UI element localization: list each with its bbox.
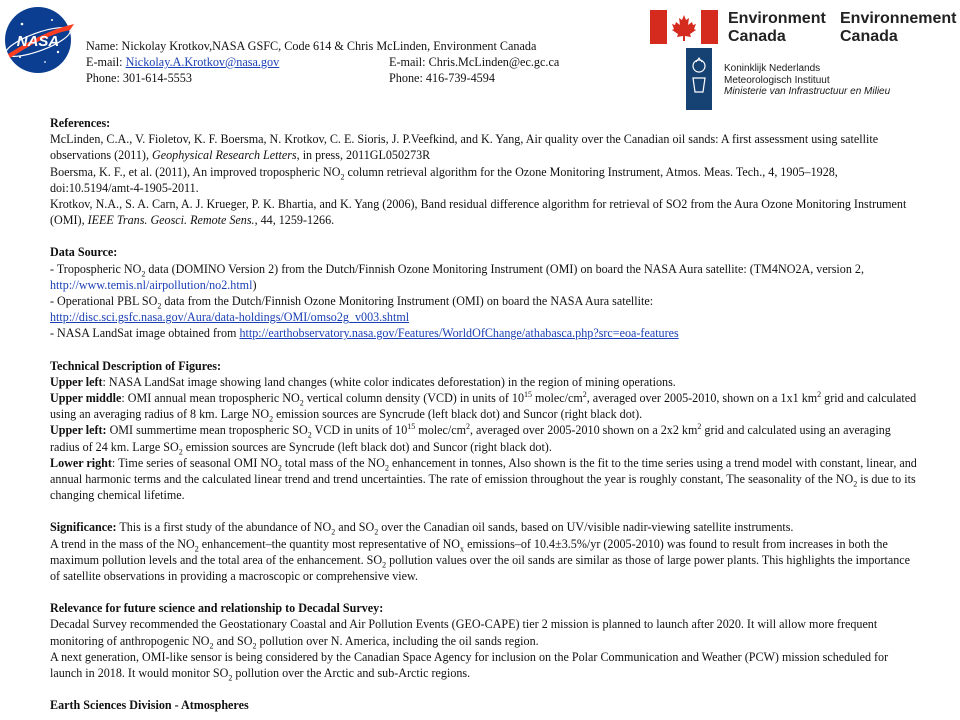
knmi-logo	[686, 48, 946, 110]
sig-2a: A trend in the mass of the NO	[50, 536, 195, 551]
ds2-sub: 2	[157, 301, 162, 311]
tech-upper-right	[50, 422, 920, 457]
ul-label: Upper left	[50, 374, 103, 389]
ref2-sub: 2	[340, 172, 345, 182]
relevance-p1	[50, 616, 920, 651]
ur-a: OMI summertime mean tropospheric SO	[106, 423, 308, 438]
email-row	[86, 54, 646, 70]
ur-sup: 15	[407, 422, 416, 432]
reference-2	[50, 164, 920, 196]
sig-2-sub3: 2	[382, 560, 387, 570]
tech-upper-middle	[50, 390, 920, 422]
ref1-text: McLinden, C.A., V. Fioletov, K. F. Boersma, N. Krotkov, C. E. Sioris, J. P.Veefkind, and K. Yang, Air quality over the Canadian oil sands: A first assessment using satellite observations (2011),	[50, 132, 879, 163]
sig-1-sub2: 2	[374, 527, 379, 537]
um-sub2: 2	[269, 414, 274, 424]
email-mclinden: E-mail: Chris.McLinden@ec.gc.ca	[389, 55, 560, 69]
rel-1b: and SO	[213, 633, 253, 648]
ur-sup2: 2	[466, 422, 470, 432]
data-source-1	[50, 261, 920, 293]
ec-french	[840, 10, 956, 46]
ref1-journal: Geophysical Research Letters	[152, 148, 297, 163]
nasa-logo	[0, 2, 80, 82]
ref3-journal: IEEE Trans. Geosci. Remote Sens.	[87, 213, 255, 228]
knmi-line1: Koninklijk Nederlands	[724, 63, 821, 74]
ur-sub2: 2	[178, 447, 183, 457]
ds1-close: )	[252, 277, 257, 292]
phone-row	[86, 70, 646, 86]
ec-english	[728, 10, 826, 46]
um-sup: 15	[524, 390, 533, 400]
rel-1a: Decadal Survey recommended the Geostationary Coastal and Air Pollution Events (GEO-CAPE) tier 2 mission is planned to launch after 2020. It will allow more frequent monitoring of anthropogenic NO	[50, 617, 878, 648]
data-source-2	[50, 293, 920, 325]
sig-2c: emissions–of 10.4±3.5%/yr (2005-2010) was found to result from increases in both the maximum pollution levels and the total area of the enhancement. SO	[50, 536, 888, 567]
ref1-tail: , in press, 2011GL050273R	[296, 148, 431, 163]
um-sup2: 2	[582, 390, 587, 400]
phone-krotkov: Phone: 301-614-5553	[86, 71, 192, 85]
sig-2-sub2: x	[460, 544, 465, 554]
sig-1c: over the Canadian oil sands, based on UV/visible nadir-viewing satellite instruments.	[378, 520, 794, 535]
data-source-3	[50, 325, 920, 341]
knmi-text	[724, 63, 890, 98]
rel-1-sub2: 2	[252, 641, 257, 651]
ur-f: emission sources are Syncrude (left black dot) and Suncor (right black dot).	[182, 439, 552, 454]
ur-c: molec/cm	[415, 423, 466, 438]
ds1-text: - Tropospheric NO	[50, 261, 142, 276]
um-e: grid and calculated using an averaging radius of 8 km. Large NO	[50, 391, 917, 422]
ur-e: grid and calculated using an averaging radius of 24 km. Large SO	[50, 423, 891, 454]
sig-1a: This is a first study of the abundance of NO	[116, 520, 332, 535]
ds1-sub: 2	[141, 269, 146, 279]
rel-2b: pollution over the Arctic and sub-Arctic regions.	[232, 666, 471, 681]
canada-flag-icon	[650, 10, 718, 44]
rel-1c: pollution over N. America, including the oil sands region.	[256, 633, 539, 648]
um-sub: 2	[299, 398, 304, 408]
nasa-logo-text: NASA	[16, 33, 60, 50]
tech-upper-left	[50, 374, 920, 390]
ur-sup3: 2	[697, 422, 702, 432]
sig-2d: pollution values over the oil sands are similar as those of large power plants. This highlights the importance of satellite observations in providing a macroscopic or comprehensive view.	[50, 552, 911, 584]
temis-url[interactable]: http://www.temis.nl/airpollution/no2.html	[50, 277, 253, 292]
division-footer: Earth Sciences Division - Atmospheres	[50, 698, 249, 713]
data-source-heading: Data Source:	[50, 245, 118, 260]
phone-mclinden: Phone: 416-739-4594	[389, 71, 495, 85]
ur-b: VCD in units of 10	[311, 423, 408, 438]
tech-lower-right	[50, 455, 920, 504]
name-line: Name: Nickolay Krotkov,NASA GSFC, Code 614 & Chris McLinden, Environment Canada	[86, 39, 537, 53]
lr-sub: 2	[277, 463, 282, 473]
um-label: Upper middle	[50, 391, 122, 406]
ds2-text: - Operational PBL SO	[50, 294, 158, 309]
lr-d: is due to its changing chemical lifetime.	[50, 472, 916, 503]
ref3-tail: , 44, 1259-1266.	[254, 213, 335, 228]
knmi-line3: Ministerie van Infrastructuur en Milieu	[724, 86, 891, 97]
um-d: , averaged over 2005-2010, shown on a 1x1 km	[586, 391, 818, 406]
lr-b: total mass of the NO	[281, 455, 385, 470]
relevance-p2	[50, 649, 920, 681]
significance-p2	[50, 536, 920, 585]
ec-en-line1: Environment	[728, 10, 826, 27]
knmi-line2: Meteorologisch Instituut	[724, 74, 830, 86]
contact-header	[86, 38, 646, 86]
rel-2-sub: 2	[228, 673, 233, 683]
email-link-krotkov[interactable]: Nickolay.A.Krotkov@nasa.gov	[125, 55, 280, 69]
lr-sub3: 2	[853, 479, 858, 489]
lr-c: enhancement in tonnes, Also shown is the fit to the time series using a trend model with constant, linear, and annual harmonic terms and the calculated linear trend and trend uncertainties. The rate of emission throughout the year is roughly constant, The seasonality of the NO	[50, 455, 917, 487]
ref3-text: Krotkov, N.A., S. A. Carn, A. J. Krueger, P. K. Bhartia, and K. Yang (2006), Band residual difference algorithm for retrieval of SO2 from the Aura Ozone Monitoring Instrument (OMI),	[50, 197, 907, 228]
sig-2-sub: 2	[194, 544, 199, 554]
ref2-tail: column retrieval algorithm for the Ozone Monitoring Instrument, Atmos. Meas. Tech., 4, 1905–1928, doi:10.5194/amt-4-1905-2011.	[50, 164, 838, 195]
significance-p1	[50, 519, 920, 535]
ds2-text-b: data from the Dutch/Finnish Ozone Monitoring Instrument (OMI) on board the NASA Aura satellite:	[161, 294, 654, 309]
ur-sub: 2	[307, 430, 312, 440]
knmi-emblem-icon	[686, 48, 712, 110]
lr-sub2: 2	[385, 463, 389, 473]
references-heading: References:	[50, 116, 111, 130]
nasa-meatball-icon	[0, 2, 80, 82]
um-c: molec/cm	[532, 391, 583, 406]
ur-label: Upper left:	[50, 423, 107, 438]
earthobservatory-link[interactable]: http://earthobservatory.nasa.gov/Features/WorldOfChange/athabasca.php?src=eoa-features	[239, 326, 679, 341]
um-f: emission sources are Syncrude (left black dot) and Suncor (right black dot).	[273, 407, 643, 422]
environment-canada-logo	[650, 8, 960, 48]
ec-fr-line1: Environnement	[840, 10, 957, 27]
gsfc-disc-link[interactable]: http://disc.sci.gsfc.nasa.gov/Aura/data-holdings/OMI/omso2g_v003.shtml	[50, 310, 410, 325]
reference-3	[50, 196, 920, 228]
ds1-text-b: data (DOMINO Version 2) from the Dutch/Finnish Ozone Monitoring Instrument (OMI) on board the NASA Aura satellite: (TM4NO2A, version 2,	[145, 261, 864, 276]
relevance-heading: Relevance for future science and relationship to Decadal Survey:	[50, 601, 384, 616]
tech-heading: Technical Description of Figures:	[50, 358, 221, 373]
um-a: : OMI annual mean tropospheric NO	[121, 391, 300, 406]
ec-fr-line2: Canada	[840, 28, 898, 45]
sig-2b: enhancement–the quantity most representative of NO	[198, 536, 461, 551]
ref2-text: Boersma, K. F., et al. (2011), An improved tropospheric NO	[50, 164, 341, 179]
um-sup3: 2	[817, 390, 822, 400]
lr-a: : Time series of seasonal OMI NO	[111, 455, 278, 470]
ds3-text: - NASA LandSat image obtained from	[50, 326, 240, 341]
sig-1b: and SO	[335, 520, 375, 535]
ul-text: : NASA LandSat image showing land changes (white color indicates deforestation) in the region of mining operations.	[102, 374, 676, 389]
email-label: E-mail:	[86, 55, 123, 69]
ur-d: , averaged over 2005-2010 shown on a 2x2 km	[470, 423, 698, 438]
main-content	[50, 115, 920, 714]
ec-en-line2: Canada	[728, 28, 786, 45]
rel-2a: A next generation, OMI-like sensor is being considered by the Canadian Space Agency for inclusion on the Polar Communication and Weather (PCW) mission scheduled for launch in 2018. It would monitor SO	[50, 649, 889, 681]
sig-1-sub: 2	[331, 527, 336, 537]
reference-1	[50, 131, 920, 163]
significance-heading: Significance:	[50, 520, 117, 535]
rel-1-sub: 2	[209, 641, 214, 651]
lr-label: Lower right	[50, 455, 112, 470]
um-b: vertical column density (VCD) in units of 10	[303, 391, 525, 406]
